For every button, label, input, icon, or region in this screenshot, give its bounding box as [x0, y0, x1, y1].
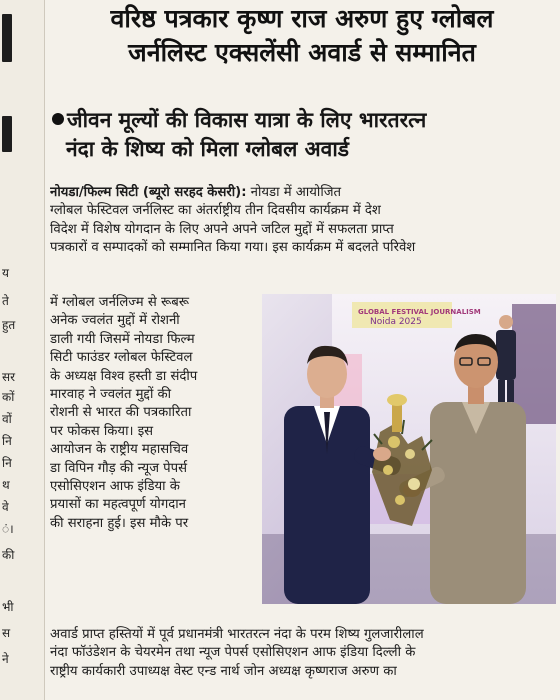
text-line: अवार्ड प्राप्त हस्तियों में पूर्व प्रधानमंत्री भारतरत्न नंदा के परम शिष्य गुलजारीलाल: [50, 627, 424, 642]
text-line: नंदा फॉउंडेशन के चेयरमेन तथा न्यूज पेपर्स एसोसिएशन आफ इंडिया दिल्ली के: [50, 645, 416, 661]
fragment-text: भी: [2, 600, 14, 614]
fragment-text: ं।: [2, 522, 14, 536]
text-line: नोयडा/फिल्म सिटी (ब्यूरो सरहद केसरी): नोयडा में आयोजित: [50, 185, 342, 200]
fragment-text: स: [2, 626, 11, 640]
text-line: के अध्यक्ष विश्व हस्ती डा संदीप: [50, 368, 198, 384]
subheadline-line: नंदा के शिष्य को मिला ग्लोबल अवार्ड: [66, 137, 350, 161]
column-rule-mark: [2, 116, 12, 152]
text-line: विदेश में विशेष योगदान के लिए अपने अपने जटिल मुद्दों में सफलता प्राप्त: [50, 221, 394, 237]
text-line: मारवाह ने ज्वलंत मुद्दों की: [50, 387, 172, 403]
fragment-text: सर: [2, 370, 16, 384]
subheadline-line: जीवन मूल्यों की विकास यात्रा के लिए भारतरत्न: [52, 106, 558, 135]
fragment-text: नि: [2, 456, 12, 470]
photo-illustration: [262, 294, 556, 604]
banner-year: Noida 2025: [370, 317, 422, 327]
fragment-text: ने: [2, 652, 9, 666]
fragment-text: ते: [2, 294, 9, 308]
subheadline: [52, 106, 558, 164]
fragment-text: थ: [2, 478, 10, 492]
text-line: प्रयासों का महत्वपूर्ण योगदान: [50, 497, 186, 513]
fragment-text: कों: [2, 390, 15, 404]
banner-text: GLOBAL FESTIVAL JOURNALISM: [358, 308, 481, 316]
fragment-text: की: [2, 548, 15, 562]
fragment-text: नि: [2, 434, 12, 448]
news-article: [46, 0, 558, 700]
article-intro-paragraph: [50, 184, 554, 258]
text-line: पर फोकस किया। इस: [50, 423, 154, 439]
text-line: सिटी फाउंडर ग्लोबल फेस्टिवल: [50, 350, 193, 366]
bullet-icon: [52, 113, 64, 125]
fragment-text: वे: [2, 500, 9, 514]
article-closing-paragraph: [50, 626, 554, 681]
adjacent-column-fragment: [0, 0, 45, 700]
text-line: में ग्लोबल जर्नलिज्म से रूबरू: [50, 295, 190, 310]
headline-line: जर्नलिस्ट एक्सलेंसी अवार्ड से सम्मानित: [128, 38, 476, 67]
text-line: अनेक ज्वलंत मुद्दों में रोशनी: [50, 313, 180, 329]
text-line: की सराहना हुई। इस मौके पर: [50, 515, 189, 531]
text-line: ग्लोबल फेस्टिवल जर्नलिस्ट का अंतर्राष्ट्रीय तीन दिवसीय कार्यक्रम में देश: [50, 203, 381, 219]
fragment-text: वों: [2, 412, 12, 426]
headline: [46, 4, 558, 68]
fragment-text: हुत: [2, 318, 16, 332]
text-line: रोशनी से भारत की पत्रकारिता: [50, 405, 192, 421]
text-line: पत्रकारों व सम्पादकों को सम्मानित किया गया। इस कार्यक्रम में बदलते परिवेश: [50, 240, 416, 256]
column-rule-mark: [2, 14, 12, 62]
headline-line: वरिष्ठ पत्रकार कृष्ण राज अरुण हुए ग्लोबल: [110, 4, 494, 33]
text-line: डाली गयी जिसमें नोयडा फिल्म: [50, 331, 195, 347]
dateline: नोयडा/फिल्म सिटी (ब्यूरो सरहद केसरी):: [50, 185, 247, 200]
article-side-column: [50, 294, 250, 533]
text-line: एसोसिएशन आफ इंडिया के: [50, 479, 180, 495]
text-line: राष्ट्रीय कार्यकारी उपाध्यक्ष वेस्ट एन्ड नार्थ जोन अध्यक्ष कृष्णराज अरुण का: [50, 663, 397, 679]
award-ceremony-photo: [262, 294, 556, 604]
text-line: आयोजन के राष्ट्रीय महासचिव: [50, 442, 189, 458]
fragment-text: य: [2, 266, 9, 280]
text-line: डा विपिन गौड़ की न्यूज पेपर्स: [50, 460, 188, 476]
